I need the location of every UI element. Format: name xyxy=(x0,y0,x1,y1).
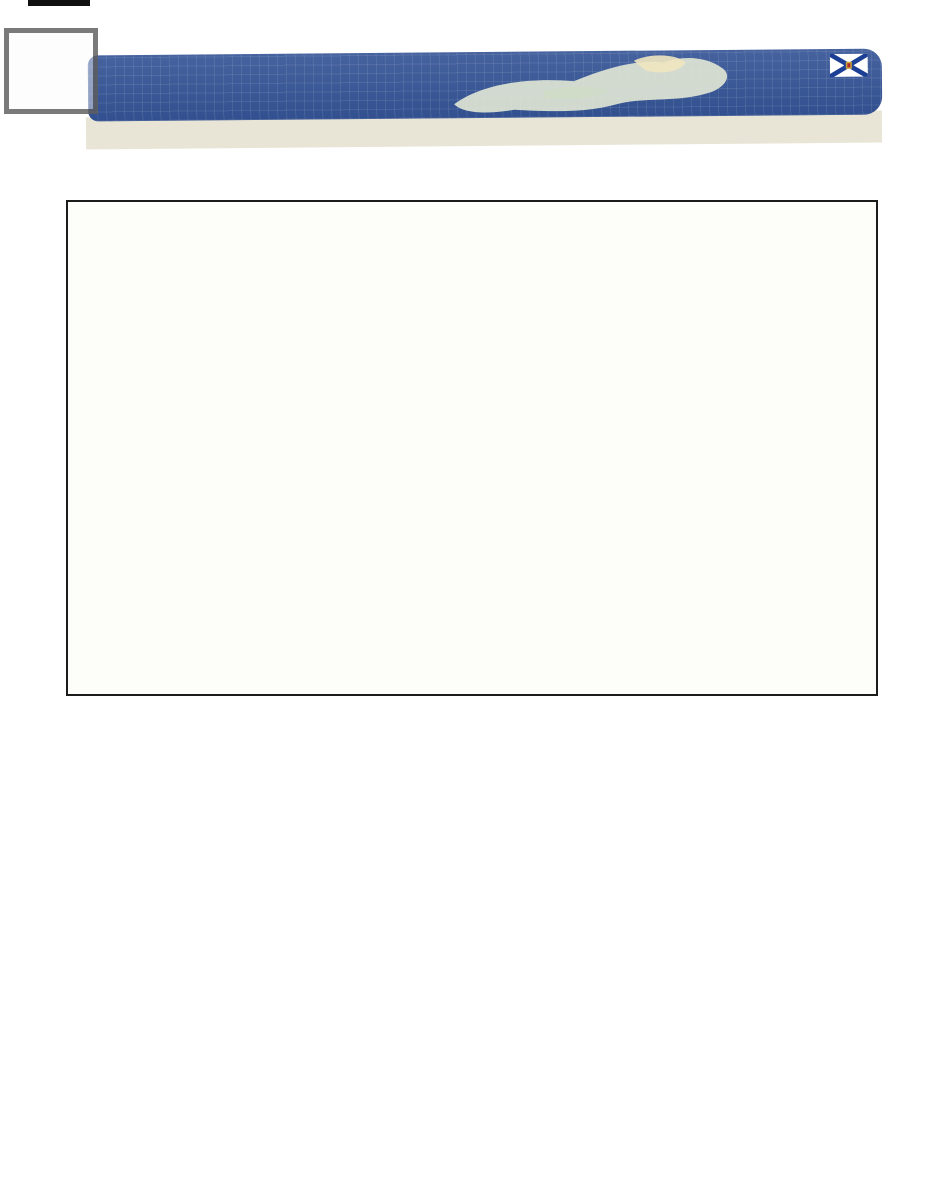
nova-scotia-map-graphic-icon xyxy=(424,50,755,119)
property-map-frame xyxy=(66,200,878,696)
nsar-watermark xyxy=(874,20,926,23)
brand-lockup xyxy=(150,59,162,111)
realtor-logo-icon xyxy=(4,28,98,114)
nova-scotia-org-block xyxy=(830,54,868,83)
property-online-banner xyxy=(88,49,883,122)
realtor-watermark xyxy=(4,28,98,122)
scan-artifact-mark xyxy=(28,0,90,6)
nova-scotia-flag-icon xyxy=(830,54,868,77)
page-footer xyxy=(0,1068,926,1074)
property-map-canvas xyxy=(68,202,875,693)
